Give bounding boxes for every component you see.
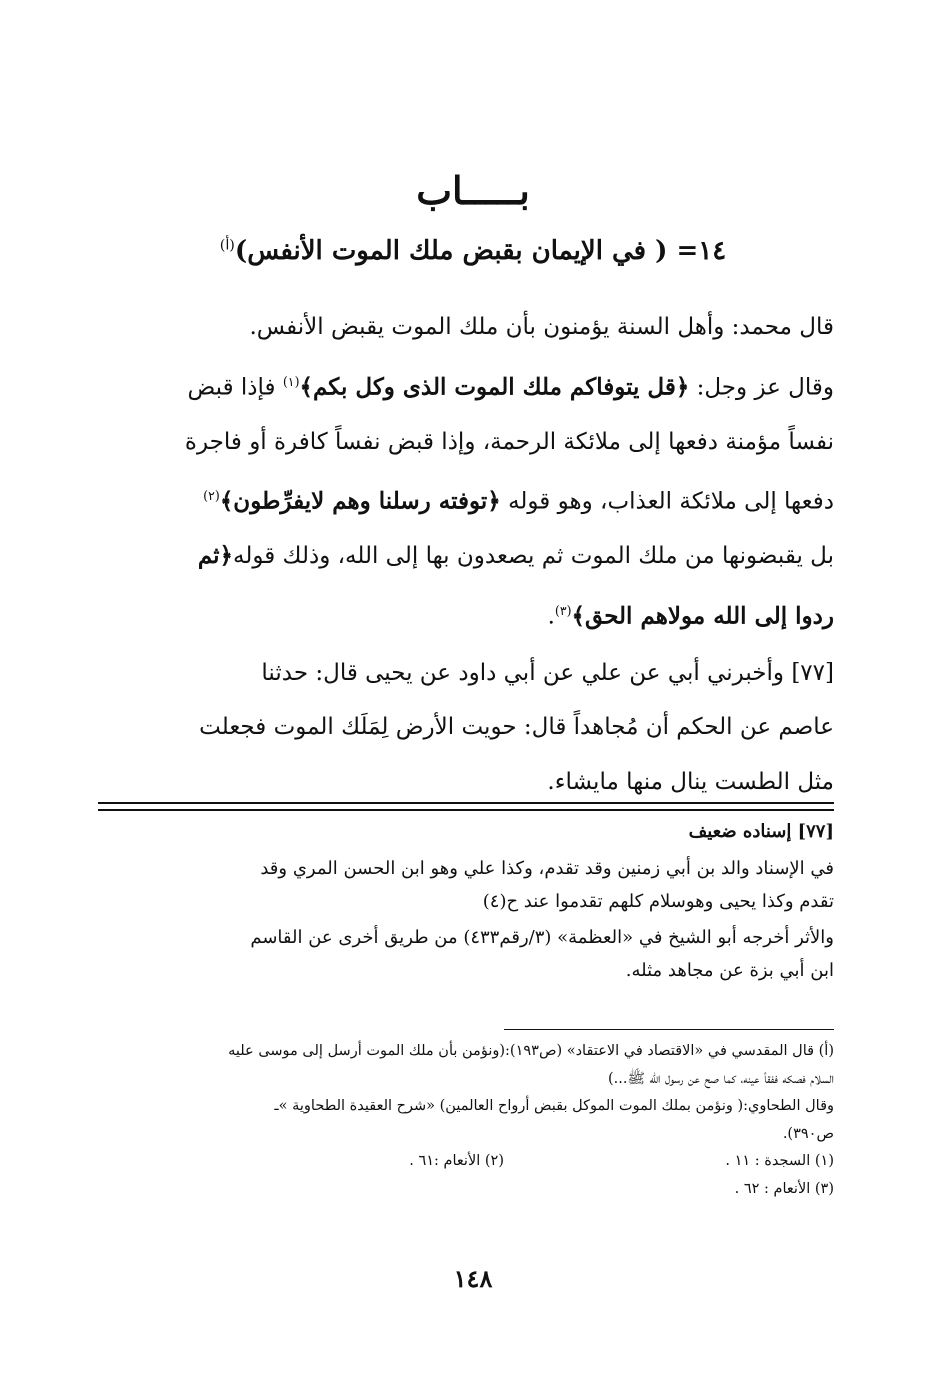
footnote-line: (أ) قال المقدسي في «الاقتصاد في الاعتقاد» (ص١٩٣):(ونؤمن بأن ملك الموت أرسل إلى موسى عليه — [228, 1043, 834, 1059]
text-run: بل يقبضونها من ملك الموت ثم يصعدون بها إلى الله، وذلك قوله — [233, 543, 834, 570]
takhrij-line: في الإسناد والد بن أبي زمنين وقد تقدم، وكذا علي وهو ابن الحسن المري وقد — [260, 858, 834, 879]
footnote-1: (١) السجدة : ١١ . — [725, 1153, 834, 1169]
chapter-note-mark: (أ) — [219, 237, 235, 254]
text-line — [98, 469, 834, 529]
text-run: دفعها إلى ملائكة العذاب، وهو قوله — [500, 488, 834, 515]
footnotes — [98, 1038, 834, 1203]
quran-quote: ﴿توفته رسلنا وهم لايفرِّطون﴾ — [219, 487, 501, 515]
text-line: قال محمد: وأهل السنة يؤمنون بأن ملك الموت يقبض الأنفس. — [249, 314, 834, 340]
footnote-row — [98, 1148, 834, 1176]
text-line — [98, 529, 834, 584]
footnote-line: السلام فصكه ففقأ عينه، كما صح عن رسول الله ﷺ...) — [607, 1070, 834, 1087]
takhrij-line: ابن أبي بزة عن مجاهد مثله. — [625, 960, 834, 981]
text-line: نفساً مؤمنة دفعها إلى ملائكة الرحمة، وإذا قبض نفساً كافرة أو فاجرة — [184, 428, 834, 455]
quran-quote: ردوا إلى الله مولاهم الحق﴾ — [571, 602, 834, 630]
text-line: عاصم عن الحكم أن مُجاهداً قال: حويت الأرض لِمَلَك الموت فجعلت — [199, 714, 834, 741]
footnote-ref: (١) — [282, 373, 300, 389]
section-heading: بـــــاب — [416, 168, 530, 213]
chapter-title — [0, 236, 946, 266]
takhrij-line: والأثر أخرجه أبو الشيخ في «العظمة» (٣/رقم٤٣٣) من طريق أخرى عن القاسم — [250, 927, 834, 948]
footnote-line: وقال الطحاوي:( ونؤمن بملك الموت الموكل بقبض أرواح العالمين) «شرح العقيدة الطحاوية »ـ — [274, 1098, 834, 1114]
text-run: فإذا قبض — [187, 374, 283, 401]
footnote-2: (٢) الأنعام :٦١ . — [409, 1153, 504, 1169]
text-line: مثل الطست ينال منها مايشاء. — [547, 768, 834, 795]
takhrij-heading: [٧٧] إسناده ضعيف — [688, 821, 834, 842]
quran-quote: ﴿ثم — [197, 542, 234, 570]
footnote-divider — [504, 1029, 834, 1030]
takhrij-line: تقدم وكذا يحيى وهوسلام كلهم تقدموا عند ح(٤) — [482, 891, 834, 912]
main-text — [98, 300, 834, 809]
footnote-line: ص٣٩٠). — [782, 1125, 834, 1142]
text-line — [98, 355, 834, 415]
text-line: [٧٧] وأخبرني أبي عن علي عن أبي داود عن يحيى قال: حدثنا — [261, 659, 834, 686]
footnote-3: (٣) الأنعام : ٦٢ . — [734, 1180, 834, 1197]
text-run: . — [547, 603, 555, 630]
text-line — [98, 584, 834, 644]
footnote-ref: (٣) — [554, 602, 572, 618]
quran-quote: ﴿قل يتوفاكم ملك الموت الذى وكل بكم﴾ — [299, 373, 690, 401]
footnote-ref: (٢) — [203, 488, 220, 504]
takhrij-notes — [98, 815, 834, 987]
page-number: ١٤٨ — [453, 1264, 493, 1293]
text-run: وقال عز وجل: — [689, 374, 834, 401]
double-divider — [98, 802, 834, 811]
chapter-title-text: ١٤= ( في الإيمان بقبض ملك الموت الأنفس) — [234, 236, 727, 266]
